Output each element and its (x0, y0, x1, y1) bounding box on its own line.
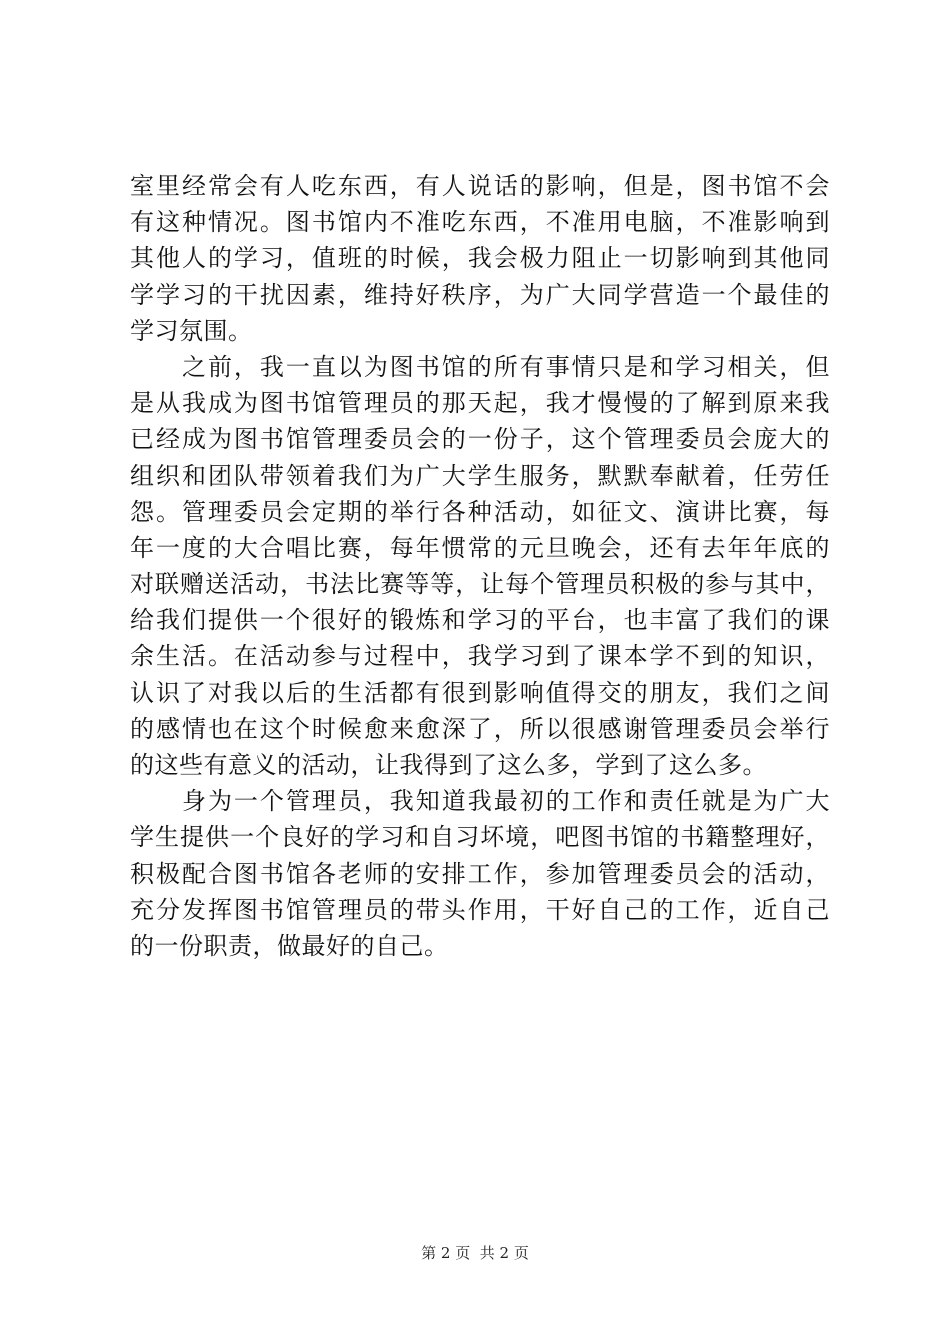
text-line: 组织和团队带领着我们为广大学生服务，默默奉献着，任劳任 (130, 461, 830, 490)
text-line: 室里经常会有人吃东西，有人说话的影响，但是，图书馆不会 (130, 172, 830, 200)
text-line: 的一份职责，做最好的自己。 (130, 931, 449, 960)
text-line: 对联赠送活动，书法比赛等等，让每个管理员积极的参与其中， (130, 570, 830, 599)
text-line: 之前，我一直以为图书馆的所有事情只是和学习相关，但 (130, 352, 830, 381)
text-line: 怨。管理委员会定期的举行各种活动，如征文、演讲比赛，每 (130, 497, 830, 526)
text-line: 余生活。在活动参与过程中，我学习到了课本学不到的知识， (130, 642, 830, 671)
text-line: 身为一个管理员，我知道我最初的工作和责任就是为广大 (130, 787, 830, 816)
text-line: 是从我成为图书馆管理员的那天起，我才慢慢的了解到原来我 (130, 389, 830, 418)
text-line: 年一度的大合唱比赛，每年惯常的元旦晚会，还有去年年底的 (130, 533, 830, 562)
text-line: 学习氛围。 (130, 316, 253, 345)
text-line: 其他人的学习，值班的时候，我会极力阻止一切影响到其他同 (130, 244, 830, 273)
text-line: 的感情也在这个时候愈来愈深了，所以很感谢管理委员会举行 (130, 714, 830, 743)
text-line: 充分发挥图书馆管理员的带头作用，干好自己的工作，近自己 (130, 895, 830, 924)
text-line: 积极配合图书馆各老师的安排工作，参加管理委员会的活动， (130, 859, 830, 888)
text-line: 学生提供一个良好的学习和自习坏境，吧图书馆的书籍整理好， (130, 823, 830, 852)
text-line: 的这些有意义的活动，让我得到了这么多，学到了这么多。 (130, 751, 767, 779)
text-line: 给我们提供一个很好的锻炼和学习的平台，也丰富了我们的课 (130, 606, 830, 635)
text-line: 学学习的干扰因素，维持好秩序，为广大同学营造一个最佳的 (130, 280, 830, 309)
text-line: 已经成为图书馆管理委员会的一份子，这个管理委员会庞大的 (130, 425, 830, 454)
text-line: 有这种情况。图书馆内不准吃东西，不准用电脑，不准影响到 (130, 208, 830, 237)
page-footer: 第 2 页 共 2 页 (421, 1244, 529, 1262)
text-line: 认识了对我以后的生活都有很到影响值得交的朋友，我们之间 (130, 678, 830, 707)
body-text (130, 168, 830, 964)
